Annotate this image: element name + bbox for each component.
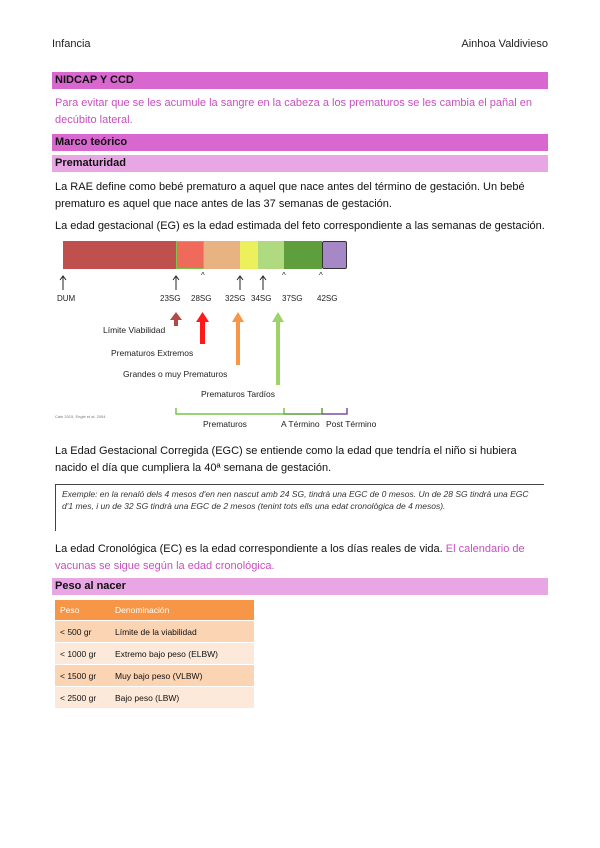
ec-text-main: La edad Cronológica (EC) es la edad correspondiente a los días reales de vida. [55, 543, 443, 555]
bracket-label-prematuros: Prematuros [203, 419, 247, 429]
week-label-32: 32SG [225, 294, 246, 303]
header-right: Ainhoa Valdivieso [461, 38, 548, 50]
table-header-row [55, 600, 254, 621]
tick-23 [173, 276, 179, 290]
week-label-34: 34SG [251, 294, 272, 303]
table-row [55, 687, 254, 709]
eg-text: La edad gestacional (EG) es la edad estimada del feto correspondiente a las semanas de gestación. [55, 220, 545, 232]
table-row [55, 643, 254, 665]
diagram-caption: Cain 2015, Engle et al. 2004 [55, 414, 106, 419]
arrow-very-head [232, 312, 244, 322]
table-cell-peso: < 1000 gr [55, 643, 110, 665]
week-label-dum: DUM [57, 294, 76, 303]
table-cell-denominacion: Bajo peso (LBW) [110, 687, 254, 709]
tick-34 [260, 276, 266, 290]
bracket-label-post: Post Término [326, 419, 377, 429]
arrow-late-shaft [276, 320, 280, 385]
arrow-extreme-shaft [200, 320, 205, 344]
table-cell-denominacion: Extremo bajo peso (ELBW) [110, 643, 254, 665]
week-label-28: 28SG [191, 294, 212, 303]
caret-28: ^ [201, 271, 205, 280]
caret-37: ^ [282, 271, 286, 280]
arrow-label-late: Prematuros Tardíos [201, 389, 276, 399]
ec-text-pink: El calendario de vacunas se sigue según la edad cronológica. [55, 543, 525, 572]
bracket-post [322, 408, 347, 414]
table-header-denominacion: Denominación [110, 600, 254, 621]
arrow-limit-head [170, 312, 182, 320]
egc-text: La Edad Gestacional Corregida (EGC) se entiende como la edad que tendría el niño si hubiera nacido el día que cumpliera la 40ª semana de gestación. [55, 445, 517, 474]
arrow-label-limit: Límite Viabilidad [103, 325, 166, 335]
table-cell-peso: < 2500 gr [55, 687, 110, 709]
week-label-42: 42SG [317, 294, 338, 303]
bracket-prematuros [176, 408, 284, 414]
caret-42: ^ [319, 271, 323, 280]
table-cell-peso: < 500 gr [55, 621, 110, 643]
header-left: Infancia [52, 38, 91, 50]
example-box [55, 484, 544, 531]
bracket-label-termino: A Término [281, 419, 320, 429]
arrow-label-extreme: Prematuros Extremos [111, 348, 194, 358]
bracket-termino [284, 408, 322, 414]
table-row [55, 621, 254, 643]
birth-weight-table [55, 600, 254, 708]
arrow-label-very: Grandes o muy Prematuros [123, 369, 228, 379]
arrow-late-head [272, 312, 284, 322]
section-peso-heading: Peso al nacer [52, 578, 548, 595]
arrow-extreme-head [196, 312, 209, 322]
table-header-peso: Peso [55, 600, 110, 621]
section-marco-heading: Marco teórico [52, 134, 548, 151]
table-row [55, 665, 254, 687]
nidcap-text: Para evitar que se les acumule la sangre en la cabeza a los prematuros se les cambia el pañal en decúbito lateral. [55, 97, 532, 126]
ec-text [55, 541, 548, 575]
table-cell-denominacion: Muy bajo peso (VLBW) [110, 665, 254, 687]
tick-dum [60, 276, 66, 290]
rae-text: La RAE define como bebé prematuro a aquel que nace antes del término de gestación. Un bebé prematuro es aquel que nace antes de las 37 semanas de gestación. [55, 181, 525, 210]
tick-32 [237, 276, 243, 290]
table-cell-peso: < 1500 gr [55, 665, 110, 687]
table-cell-denominacion: Límite de la viabilidad [110, 621, 254, 643]
example-text: Exemple: en la renaló dels 4 mesos d'en nen nascut amb 24 SG, tindrà una EGC de 0 mesos. Un de 28 SG tindrà una EGC d'1 mes, i un de 32 SG tindrà una EGC de 2 mesos (tenint tots ells una edat cronològica de 4 mesos). [62, 489, 529, 511]
section-prematuridad-heading: Prematuridad [52, 155, 548, 172]
week-label-37: 37SG [282, 294, 303, 303]
arrow-very-shaft [236, 320, 240, 365]
week-label-23: 23SG [160, 294, 181, 303]
section-nidcap-heading: NIDCAP Y CCD [52, 72, 548, 89]
